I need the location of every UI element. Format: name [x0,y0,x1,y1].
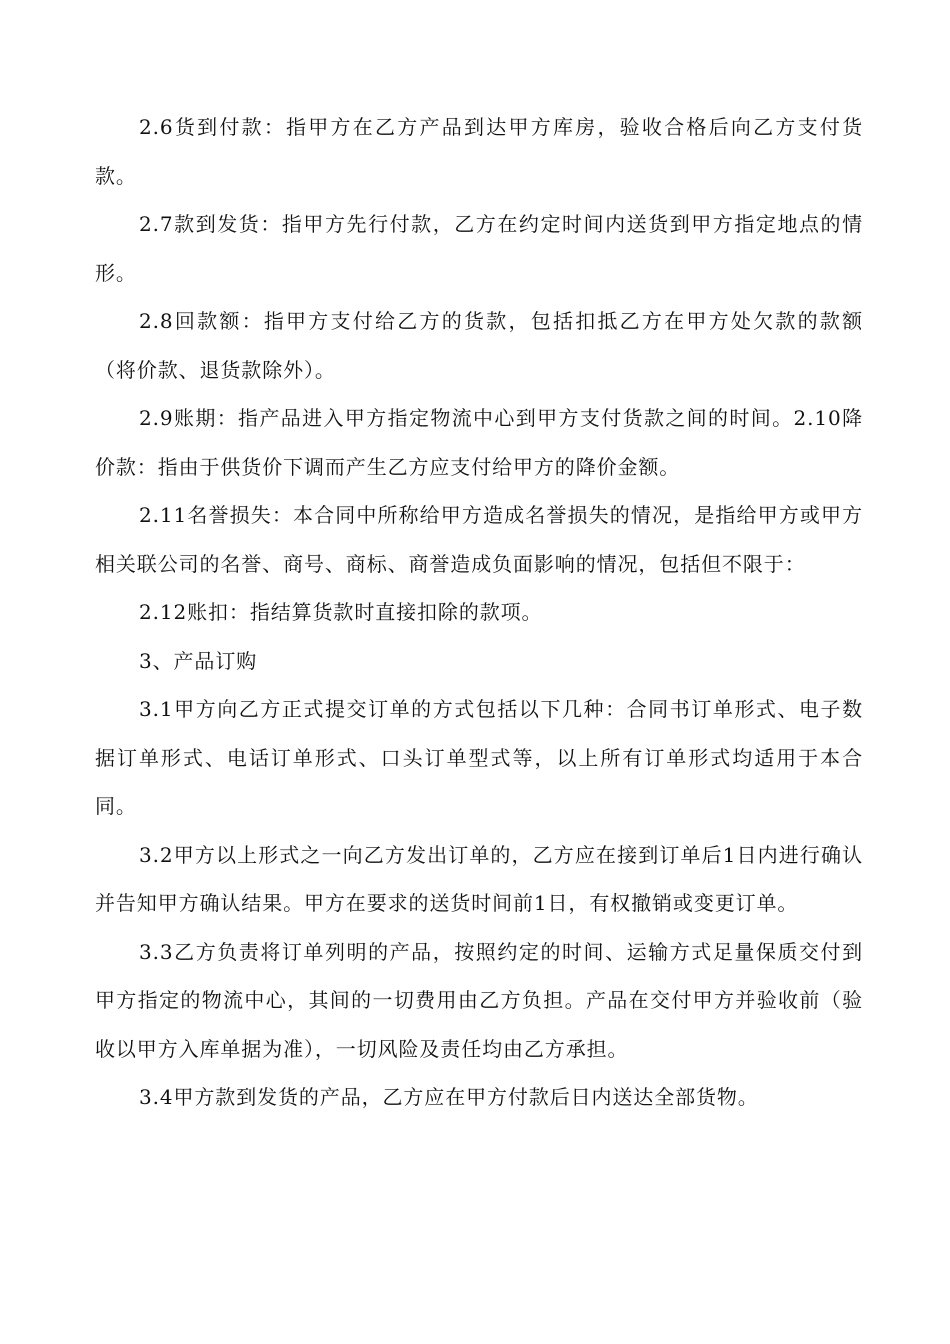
paragraph-2-11: 2.11名誉损失：本合同中所称给甲方造成名誉损失的情况，是指给甲方或甲方相关联公司的名誉、商号、商标、商誉造成负面影响的情况，包括但不限于： [95,503,863,576]
paragraph-2-9: 2.9账期：指产品进入甲方指定物流中心到甲方支付货款之间的时间。2.10降价款：指由于供货价下调而产生乙方应支付给甲方的降价金额。 [95,406,863,479]
paragraph-3-1: 3.1甲方向乙方正式提交订单的方式包括以下几种：合同书订单形式、电子数据订单形式、电话订单形式、口头订单型式等，以上所有订单形式均适用于本合同。 [95,697,863,818]
paragraph-2-8: 2.8回款额：指甲方支付给乙方的货款，包括扣抵乙方在甲方处欠款的款额（将价款、退货款除外）。 [95,309,863,382]
paragraph-2-7: 2.7款到发货：指甲方先行付款，乙方在约定时间内送货到甲方指定地点的情形。 [95,212,863,285]
paragraph-3-3: 3.3乙方负责将订单列明的产品，按照约定的时间、运输方式足量保质交付到甲方指定的物流中心，其间的一切费用由乙方负担。产品在交付甲方并验收前（验收以甲方入库单据为准），一切风险及责任均由乙方承担。 [95,939,863,1061]
paragraph-2-12: 2.12账扣：指结算货款时直接扣除的款项。 [139,600,543,624]
document-body [95,103,863,1122]
paragraph-3-4: 3.4甲方款到发货的产品，乙方应在甲方付款后日内送达全部货物。 [139,1085,759,1109]
section-heading-3: 3、产品订购 [139,648,258,673]
paragraph-3-2: 3.2甲方以上形式之一向乙方发出订单的，乙方应在接到订单后1日内进行确认并告知甲方确认结果。甲方在要求的送货时间前1日，有权撤销或变更订单。 [95,842,863,915]
paragraph-2-6: 2.6货到付款：指甲方在乙方产品到达甲方库房，验收合格后向乙方支付货款。 [95,115,863,188]
